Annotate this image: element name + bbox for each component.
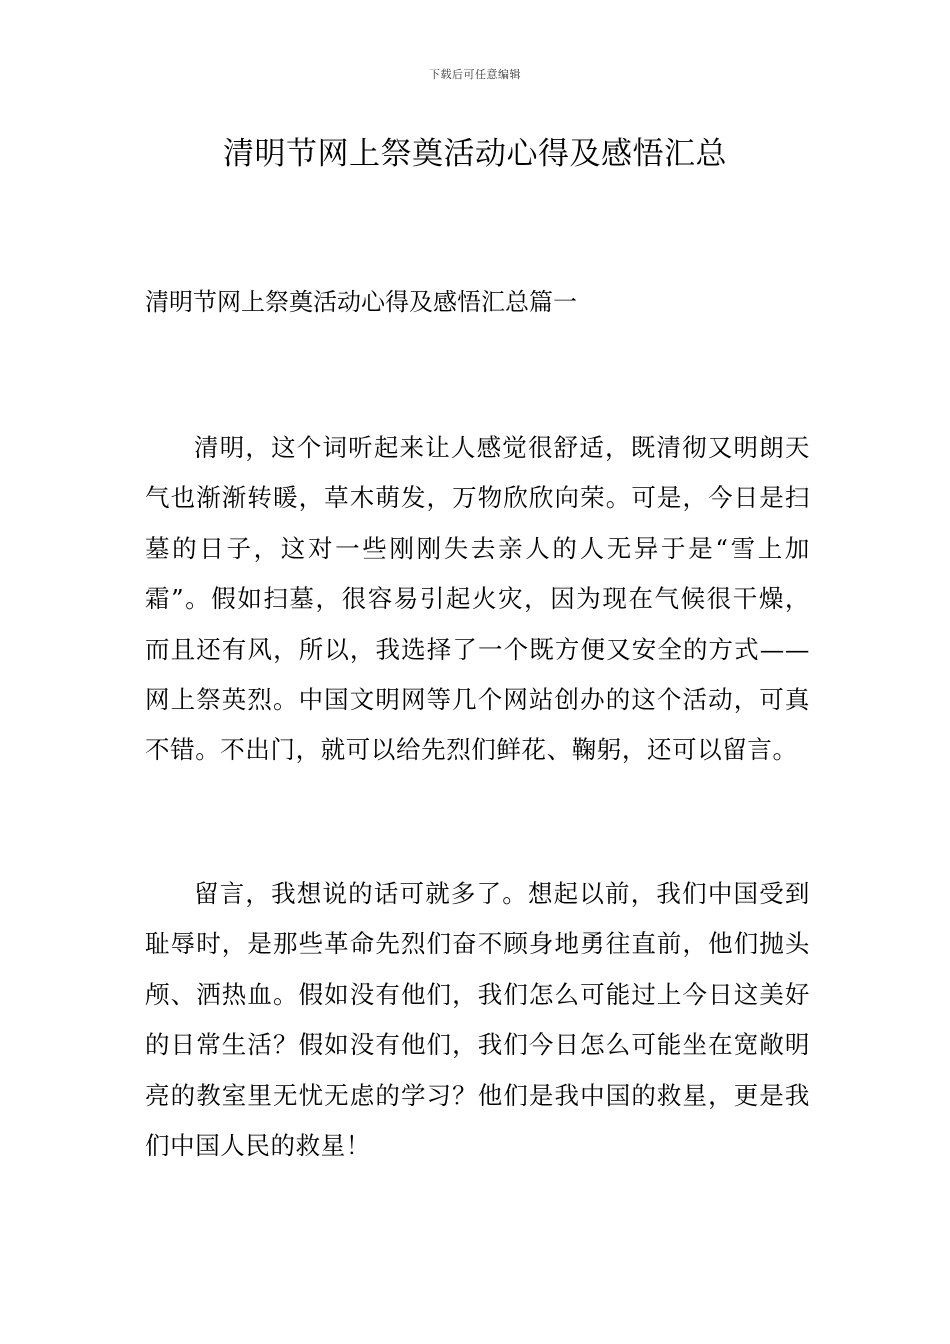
body-paragraph-2: 留言，我想说的话可就多了。想起以前，我们中国受到耻辱时，是那些革命先烈们奋不顾身地勇往直前，他们抛头颅、洒热血。假如没有他们，我们怎么可能过上今日这美好的日常生活？假如没有他们，我们今日怎么可能坐在宽敞明亮的教室里无忧无虑的学习？他们是我中国的救星，更是我们中国人民的救星！ xyxy=(145,879,810,1161)
header-note: 下载后可任意编辑 xyxy=(429,68,521,81)
document-title: 清明节网上祭奠活动心得及感悟汇总 xyxy=(223,136,727,172)
body-paragraph-1: 清明，这个词听起来让人感觉很舒适，既清彻又明朗天气也渐渐转暖，草木萌发，万物欣欣向荣。可是，今日是扫墓的日子，这对一些刚刚失去亲人的人无异于是“雪上加霜”。假如扫墓，很容易引起火灾，因为现在气候很干燥，而且还有风，所以，我选择了一个既方便又安全的方式——网上祭英烈。中国文明网等几个网站创办的这个活动，可真不错。不出门，就可以给先烈们鲜花、鞠躬，还可以留言。 xyxy=(145,433,810,765)
section-heading: 清明节网上祭奠活动心得及感悟汇总篇一 xyxy=(145,288,577,316)
